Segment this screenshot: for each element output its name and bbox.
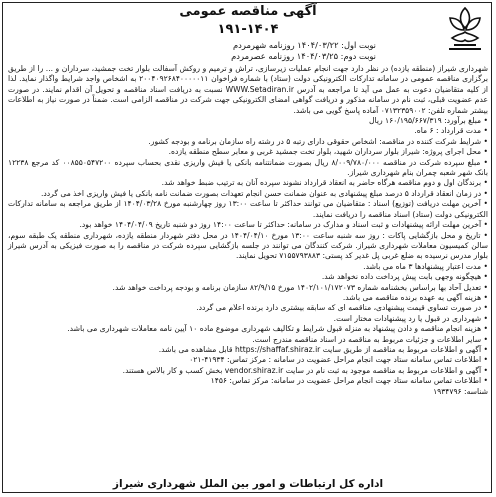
list-item: • در زمان انعقاد قرارداد ۵ درصد مبلغ پیشنهادی به عنوان ضمانت حسن انجام تعهدات بصورت ضمانت نامه بانکی یا فیش واریزی اخذ می گردد. [40,188,488,198]
list-item: • مدت اعتبار پیشنهادها ۳ ماه می باشد. [363,261,488,271]
ad-header [70,4,426,38]
list-item: • هزینه انجام مناقصه و دادن پیشنهاد به منزله قبول شرایط و تکالیف شهرداری موضوع ماده ۱۰ آیین نامه معاملات شهرداری می باشد. [67,324,488,334]
ad-footer: اداره کل ارتباطات و امور بین الملل شهرداری شیراز [112,478,384,490]
list-item: • شرایط شرکت کننده در مناقصه: اشخاص حقوقی دارای رتبه ۵ در رشته راه سازمان برنامه و بودجه کشور. [148,136,488,146]
list-item: • سایر اطلاعات و جزئیات مربوط به مناقصه در اسناد مناقصه مندرج است. [252,334,488,344]
ad-number: ۱۹۱-۱۴۰۴ [217,22,279,37]
list-item: • تاریخ و محل بازگشایی پاکات : روز سه شنبه ساعت ۱۳:۰۰ مورخ ۱۴۰۴/۰۴/۱۰ در محل دفتر شهردار منطقه یازده، شهرداری منطقه یک طبقه سوم، سالن کمیسیون معاملات شهرداری شیراز. شرکت کنندگان می توانند در جلسه بازگشایی سپرده شرکت در مناقصه را به صورت فیزیکی به آدرس شیراز بلوار مدرس نرسیده به ضلع غربی پل غدیر کد پستی: ۷۱۵۵۷۹۳۸۸۳ تحویل نمایند. [8,230,488,261]
list-item: • آخرین مهلت دریافت (توزیع) اسناد : متقاضیان می توانند حداکثر تا ساعت ۱۳:۰۰ روز چهارشنبه مورخ ۱۴۰۴/۰۳/۲۸ از طریق مراجعه به سامانه تدارکات الکترونیکی دولت (ستاد) اسناد مناقصه را دریافت نمایند. [8,199,488,219]
list-item: • مبلغ سپرده شرکت در مناقصه ۸/۰۰۹/۷۸۰/۰۰۰ ریال بصورت ضمانتنامه بانکی یا فیش واریزی نقدی بحساب سپرده ۰۰۸۵۵۰۵۴۷۲۰۰ کد مرجع ۱۲۲۳۸ بانک شهر شعبه چمران بنام شهرداری شیراز. [8,157,488,178]
second-publication: نوبت دوم: ۱۴۰۴/۰۳/۲۵ روزنامه عصرمردم [231,51,376,61]
list-item: • مدت قرارداد : ۶ ماه. [414,126,488,136]
shiraz-municipality-logo [442,4,488,54]
list-item: • مبلغ برآورد: ۱۶۰/۱۹۵/۶۶۷/۳۱۹ ریال [369,116,488,126]
list-item: • اطلاعات تماس سامانه ستاد جهت انجام مراحل عضویت در سامانه : مرکز تماس: ۴۱۹۳۴-۰۲۱ [189,355,488,365]
intro-paragraph: شهرداری شیراز (منطقه یازده) در نظر دارد جهت انجام عملیات زیرسازی، تراش و ترمیم و روکش آسفالت بلوار تخت جمشید، سرداران و ... را از طریق برگزاری مناقصه عمومی در سامانه تدارکات الکترونیکی دولت (ستاد) با شماره فراخوان ۲۰۰۴۰۹۲۶۸۴۰۰۰۰۰۱۱ به اشخاص واجد شرایط واگذار نماید. لذا از کلیه متقاضیان دعوت به عمل می آید تا مراجعه به آدرس WWW.Setadiran.ir نسبت به دریافت اسناد مناقصه و تحویل آن اقدام نمایند. در صورت عدم عضویت قبلی، ثبت نام در سامانه مذکور و دریافت گواهی امضای الکترونیکی جهت شرکت در مناقصه الزامی است. ضمناً در صورت نیاز به اطلاعات بیشتر شماره تلفن: ۰۷۱۳۲۳۵۹۰۰۲ آماده پاسخ گویی می باشد. [8,64,488,115]
list-item: • آخرین مهلت ارائه پیشنهادات و ثبت اسناد و مدارک در سامانه: حداکثر تا ساعت ۱۴:۰۰ روز دو شنبه تاریخ ۱۴۰۴/۰۴/۰۹ خواهد بود. [79,220,488,230]
list-item: • آگهی و اطلاعات مربوط به مناقصه موجود به ثبت نام در سایت vendor.shiraz.ir بخش کسب و کار بالاس هستند. [122,365,488,375]
list-item: • هیچگونه وجهی بابت پیش پرداخت داده نخواهد شد. [321,272,488,282]
list-item: • برندگان اول و دوم مناقصه هرگاه حاضر به انعقاد قرارداد نشوند سپرده آنان به ترتیب ضبط خواهد شد. [161,178,488,188]
list-item: • اطلاعات تماس سامانه ستاد جهت انجام مراحل عضویت در سامانه: مرکز تماس: ۱۴۵۶ [210,376,488,386]
list-item: • آگهی و اطلاعات مربوط به مناقصه از طریق سایت https://shaffaf.shiraz.ir قابل مشاهده می باشد. [158,344,488,354]
list-item: • هزینه آگهی به عهده برنده مناقصه می باشد. [342,292,488,302]
shenase-code: شناسه: ۱۹۳۴۷۹۶ [433,386,488,396]
list-item: • شهرداری در قبول یا رد پیشنهادات مختار است. [333,313,488,323]
publication-dates [231,40,376,62]
list-item: • تعدیل آحاد بها براساس بخشنامه شماره ۱۴۰۲/۱۰۱/۱۷۲۰۷۳ مورخ ۸۲/۹/۱۵ سازمان برنامه و بودجه پرداخت خواهد شد. [112,282,488,292]
ad-title: آگهی مناقصه عمومی [179,4,317,19]
list-item: • محل اجرای پروژه: شیراز بلوار سرداران شهید، بلوار تخت جمشید غربی و معابر سطح منطقه یازده. [168,147,488,157]
list-item: • در صورت تساوی قیمت پیشنهادی، مناقصه ای که سابقه بیشتری دارد برنده اعلام می گردد. [196,303,488,313]
ad-body [8,64,488,469]
first-publication: نوبت اول: ۱۴۰۴/۰۳/۲۲ روزنامه شهرمردم [233,40,376,50]
